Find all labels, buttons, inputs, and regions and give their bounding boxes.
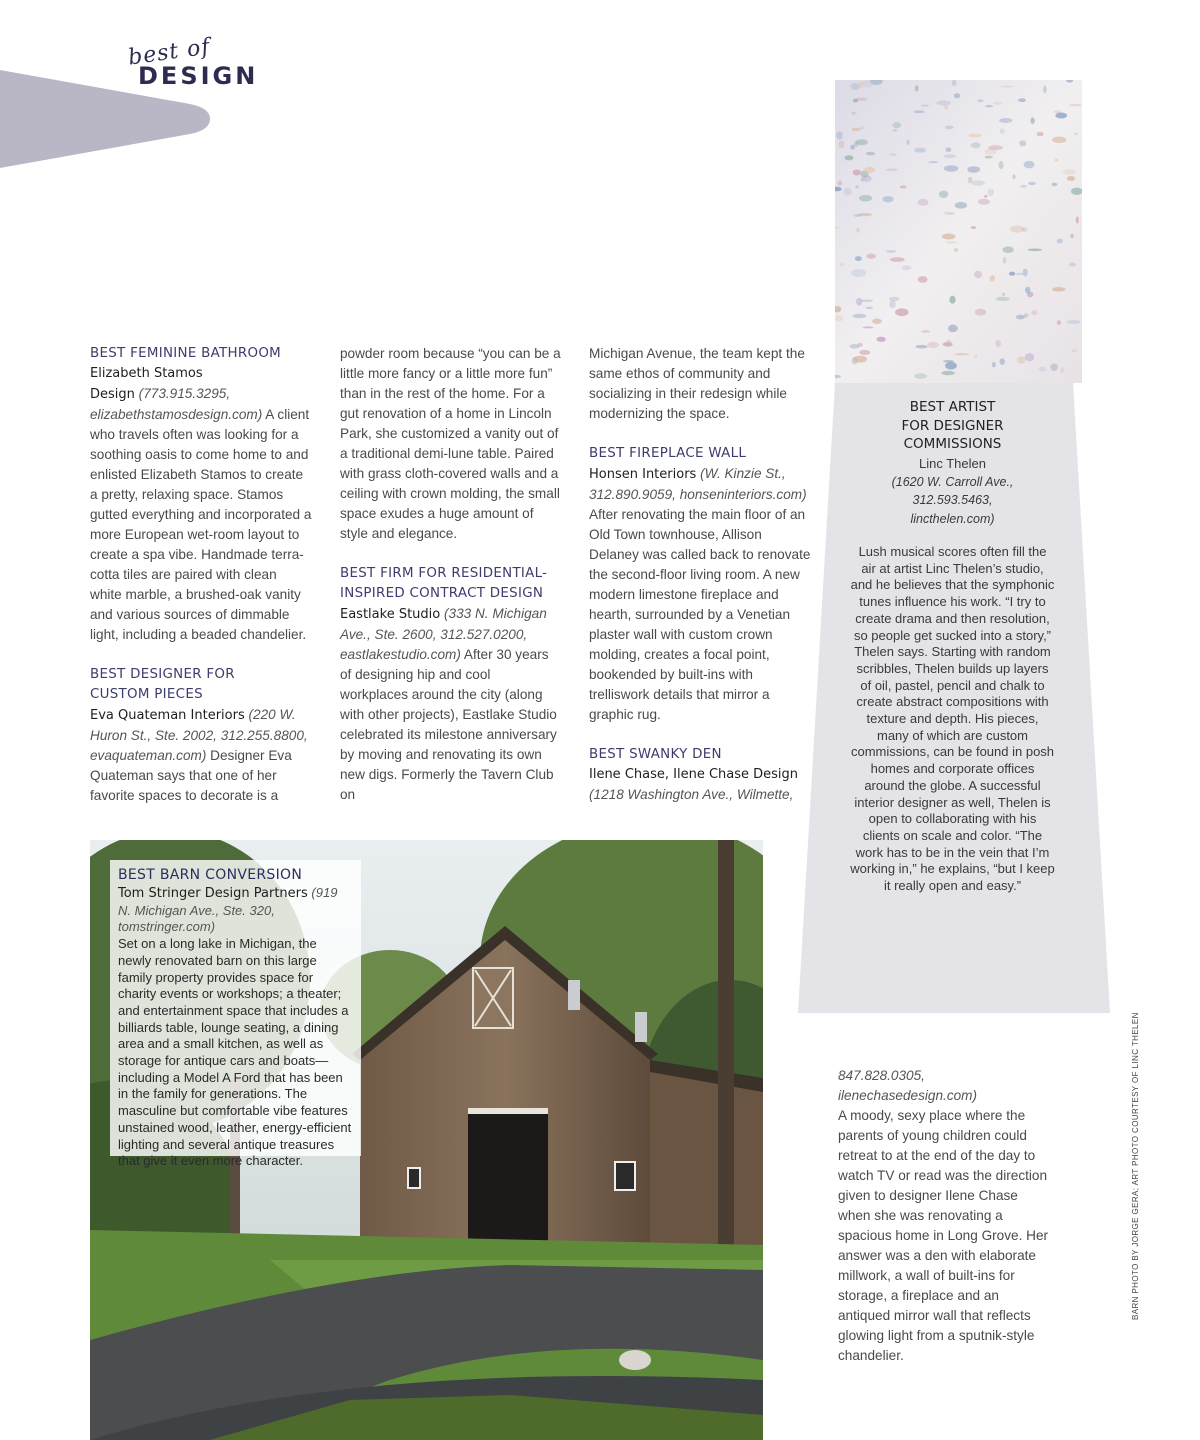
paint-dab [857,343,863,347]
paint-dab [990,275,995,282]
paint-dab [972,180,985,185]
designer-name: Honsen Interiors [589,467,697,482]
entry-feminine-bathroom [90,364,312,645]
paint-dab [859,350,870,355]
paint-dab [1070,234,1073,238]
paint-dab [1024,161,1035,169]
paint-dab [1057,320,1061,325]
entry-barn-conversion [118,885,353,1170]
paint-dab [1016,315,1025,320]
heading-artist [850,398,1055,454]
paint-dab [886,250,896,253]
paint-dab [854,356,867,363]
paint-dab [1019,140,1026,146]
contact-line: 312.593.5463, [912,493,993,507]
paint-dab [855,98,868,101]
paint-dab [889,301,896,308]
paint-dab [1031,310,1037,315]
paint-dab [863,326,874,328]
paint-dab [942,234,956,240]
paint-dab [889,297,900,301]
paint-dab [883,196,894,202]
heading-custom-pieces [90,665,312,705]
paint-dab [895,308,908,316]
paint-dab [864,167,875,173]
paint-dab [1024,313,1029,317]
artist-name: Linc Thelen [919,455,986,471]
paint-dab [1067,320,1081,323]
designer-name-cont: Design [90,387,135,402]
paint-dab [915,85,919,91]
paint-dab [1003,246,1014,253]
paint-dab [954,248,958,251]
paint-dab [889,153,896,157]
entry-body: A moody, sexy place where the parents of young children could retreat to at the end of the day to watch TV or read was the direction given to designer Ilene Chase when she was renovating a spacious home in Long Grove. Her answer was a den with elaborate millwork, a wall of built-ins for storage, a fireplace and an antiqued mirror wall that reflects glowing light from a sputnik-style chandelier. [838,1108,1049,1363]
column-1 [90,344,312,806]
paint-dab [939,191,948,198]
paint-dab [927,342,939,348]
paint-dab [936,100,951,105]
paint-dab [944,165,958,172]
paint-dab [946,147,952,152]
paint-dab [1076,216,1079,223]
heading-line: INSPIRED CONTRACT DESIGN [340,586,544,601]
paint-dab [946,241,957,244]
entry-body: After renovating the main floor of an Old Town townhouse, Allison Delaney was called back to renovate the second-floor living room. A new modern limestone fireplace and hearth, surrounded by a Venetian plaster wall with custom crown molding, creates a focal point, bookended by built-ins with trelliswork details that mirror a graphic rug. [589,507,811,722]
paint-dab [1025,353,1035,361]
paint-dab [955,202,968,209]
designer-contact: (220 W. Huron St., Ste. 2002, 312.255.8800, evaquateman.com) [90,707,308,763]
paint-dab [948,325,958,333]
paint-dab [902,265,912,270]
heading-fireplace-wall: BEST FIREPLACE WALL [589,446,747,461]
paint-dab [1050,363,1058,371]
entry-body: A client who travels often was looking for a soothing oasis to come home to and enlisted Elizabeth Stamos to create a pretty, relaxing space. Stamos gutted everything and incorporated a more European wet-room layout to create a spa vibe. Handmade terra-cotta tiles are paired with clean white marble, a brushed-oak vanity and various sources of dimmable light, including a beaded chandelier. [90,407,312,642]
heading-line: FOR DESIGNER [901,417,1004,434]
paint-dab [1030,117,1034,124]
paint-dab [1000,358,1005,365]
contact-line: (1620 W. Carroll Ave., [891,474,1014,489]
paint-dab [916,345,928,349]
heading-line: COMMISSIONS [903,436,1002,452]
paint-dab [866,152,875,156]
paint-dab [855,185,859,188]
paint-dab [1028,182,1036,185]
paint-dab [985,105,993,108]
best-of-script: best of [126,34,212,71]
paint-dab [1018,98,1026,102]
paint-dab [1025,287,1030,293]
designer-contact: (773.915.3295, [134,386,231,401]
designer-contact: (919 N. Michigan Ave., Ste. 320, tomstringer.com) [118,885,338,935]
artist-body: Lush musical scores often fill the air at artist Linc Thelen’s studio, and he believes that the symphonic tunes influence his work. “I try to create drama and then resolution, so people get sucked into a story,” Thelen says. Starting with random scribbles, Thelen builds up layers of oil, pastel, pencil and chalk to create abstract compositions with texture and depth. His pieces, many of which are custom commissions, can be found in posh homes and corporate offices around the globe. A successful interior designer as well, Thelen is open to collaborating with his clients on scale and color. “The work has to be in the vein that I’m working in,” he explains, “but I keep it really open and easy.” [850,544,1055,894]
paint-dab [1043,86,1046,94]
paint-dab [1060,367,1064,373]
paint-dab [853,170,861,176]
paint-dab [836,131,843,139]
paint-dab [838,141,844,149]
paint-dab [1012,174,1015,179]
paint-dab [987,189,994,197]
paint-dab [944,154,956,158]
paint-dab [890,257,905,262]
heading-feminine-bathroom: BEST FEMININE BATHROOM [90,346,282,361]
paint-dab [853,314,867,318]
paint-dab [1071,349,1077,352]
paint-dab [921,330,930,333]
paint-dab [947,340,951,345]
paint-dab [944,105,948,109]
paint-dab [1000,85,1014,87]
paint-dab [876,337,885,342]
paint-dab [914,373,927,379]
paint-dab [993,102,1002,105]
paint-dab [947,212,955,215]
paint-dab [859,126,863,129]
paint-dab [845,155,854,160]
paint-dab [1051,183,1057,186]
entry-swanky-den [589,765,811,805]
designer-name: Eastlake Studio [340,607,441,622]
designer-contact: (1218 Washington Ave., Wilmette, [589,787,794,802]
continued-text: Michigan Avenue, the team kept the same ethos of community and socializing in their redesign while modernizing the space. [589,346,805,421]
designer-name: Elizabeth Stamos [90,366,203,381]
entry-body: After 30 years of designing hip and cool workplaces around the city (along with other projects), Eastlake Studio celebrated its milestone anniversary by moving and renovating its own new digs. Formerly the Tavern Club on [340,647,557,802]
entry-body: Set on a long lake in Michigan, the newly renovated barn on this large family property provides space for charity events or workshops; a theater; and entertainment space that includes a billiards table, lounge seating, a dining area and a small kitchen, as well as storage for antique cars and boats—including a Model A Ford that has been in the family for generations. The masculine but comfortable vibe features unstained wood, leather, energy-efficient lighting and several antique treasures that give it even more character. [118,936,352,1169]
paint-dab [914,148,926,153]
paint-dab [999,118,1012,123]
paint-dab [941,371,955,375]
paint-dab [1069,263,1076,267]
paint-dab [1055,159,1058,162]
paint-dab [855,256,862,261]
paint-dab [971,142,981,148]
paint-dab [945,362,957,370]
paint-dab [971,226,976,228]
designer-name: Tom Stringer Design Partners [118,886,308,901]
paint-dab [1067,176,1075,181]
paint-dab [886,168,898,171]
paint-dab [1020,185,1027,188]
heading-line: BEST FIRM FOR RESIDENTIAL- [340,566,548,581]
designer-contact: (W. Kinzie St., 312.890.9059, honseninteriors.com) [589,466,807,502]
column-3 [589,344,811,805]
paint-dab [943,360,954,362]
entry-residential-contract [340,604,562,805]
paint-dab [954,93,960,98]
entry-fireplace-wall [589,464,811,725]
paint-dab [867,254,876,259]
paint-dab [1017,357,1025,364]
heading-barn-conversion: BEST BARN CONVERSION [118,867,303,883]
paint-dab [921,105,929,107]
paint-dab [984,195,988,198]
designer-contact: (333 N. Michigan Ave., Ste. 2600, 312.527.0200, eastlakestudio.com) [340,606,547,662]
paint-dab [1074,133,1078,135]
paint-dab [1003,257,1007,264]
paint-dab [999,161,1004,169]
column-4 [838,1066,1053,1366]
paint-dab [859,195,872,201]
paint-dab [856,227,859,232]
paint-dab [918,276,928,283]
paint-dab [872,318,882,324]
paint-dab [851,112,856,114]
heading-line: CUSTOM PIECES [90,687,203,702]
paint-dab [1057,239,1063,244]
paint-dab [1052,287,1065,291]
paint-dab [1055,113,1067,119]
paint-dab [854,214,862,217]
paint-dab [856,298,862,306]
paint-dab [1069,104,1082,106]
paint-dab [856,139,868,145]
paint-dab [852,128,861,132]
paint-dab [913,110,924,113]
heading-swanky-den: BEST SWANKY DEN [589,747,722,762]
paint-dab [893,129,898,132]
paint-dab [975,309,986,316]
column-2 [340,344,562,805]
paint-dab [837,180,842,185]
paint-dab [1028,249,1043,252]
paint-dab [1023,269,1028,277]
paint-dab [995,340,1001,347]
paint-dab [955,353,970,355]
photo-credit: BARN PHOTO BY JORGE GERA; ART PHOTO COURTESY OF LINC THELEN [1131,1012,1140,1320]
paint-dab [1039,367,1047,372]
paint-dab [840,263,845,267]
entry-body: Designer Eva Quateman says that one of her favorite spaces to decorate is a [90,748,292,803]
designer-contact-cont: 847.828.0305, ilenechasedesign.com) [838,1068,978,1103]
paint-dab [968,134,981,138]
paint-dab [858,82,863,89]
paint-dab [851,269,866,277]
paint-dab [988,145,1003,150]
artist-feature [850,398,1055,895]
paint-dab [1037,132,1044,137]
designer-name: Eva Quateman Interiors [90,708,245,723]
section-title: DESIGN [138,62,259,90]
designer-website: elizabethstamosdesign.com) [90,407,263,422]
paint-dab [1010,226,1024,233]
designer-name: Ilene Chase, Ilene Chase Design [589,767,799,782]
heading-line: BEST DESIGNER FOR [90,667,235,682]
paint-dab [907,139,910,145]
heading-line: BEST ARTIST [909,399,996,415]
paint-dab [949,296,955,304]
paint-dab [945,126,954,130]
paint-dab [1002,293,1005,296]
paint-dab [978,199,990,205]
paint-dab [835,315,843,321]
paint-dab [918,199,929,206]
paint-dab [844,188,853,196]
paint-dab [900,185,907,188]
paint-dab [967,166,980,173]
paint-dab [1000,129,1005,134]
paint-dab [1063,169,1077,175]
paint-dab [974,355,977,359]
paint-dab [1009,272,1015,276]
paint-dab [992,362,996,368]
paint-dab [892,122,901,128]
contact-line: lincthelen.com) [910,511,995,526]
paint-dab [985,156,993,159]
paint-dab [974,271,982,279]
barn-caption [110,860,361,1169]
paint-dab [850,145,855,150]
entry-custom-pieces [90,705,312,806]
paint-dab [996,297,1010,301]
paint-dab [977,99,983,102]
abstract-painting-image [835,80,1082,383]
paint-dab [862,80,874,87]
paint-dab [1052,137,1066,144]
artist-contact [850,473,1055,529]
paint-dab [928,161,938,163]
heading-residential-contract [340,564,562,604]
continued-text: powder room because “you can be a little more fancy or a little more fun” than in the rest of the home. For a gut renovation of a home in Lincoln Park, she customized a vanity out of a traditional demi-lune table. Paired with grass cloth-covered walls and a ceiling with crown molding, the small space exudes a huge amount of style and elegance. [340,346,561,541]
paint-dab [866,307,873,309]
